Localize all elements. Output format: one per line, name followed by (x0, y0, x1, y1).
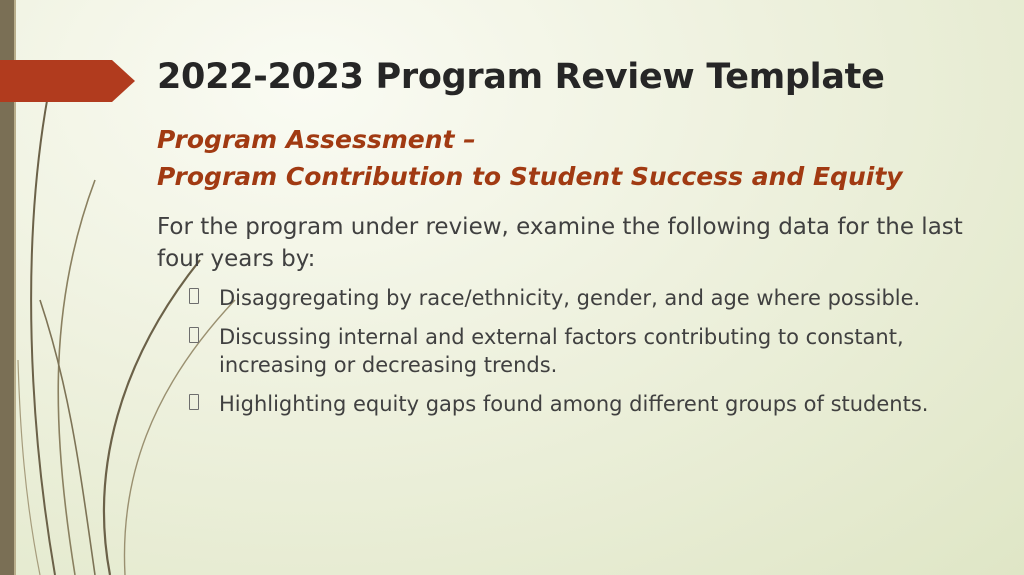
bullet-text: Discussing internal and external factors contributing to constant, increasing or decreasing trends. (219, 325, 904, 377)
bullet-item (186, 323, 986, 379)
bullet-list (186, 284, 986, 429)
subtitle-line-2: Program Contribution to Student Success and Equity (157, 162, 903, 191)
title-banner-arrow (0, 60, 135, 102)
slide-title: 2022-2023 Program Review Template (157, 57, 885, 97)
body-paragraph: For the program under review, examine the following data for the last four years by: (157, 214, 963, 272)
bullet-box-icon (189, 288, 199, 304)
bullet-item (186, 390, 986, 418)
bullet-item (186, 284, 986, 312)
bullet-text: Highlighting equity gaps found among different groups of students. (219, 392, 929, 416)
bullet-text: Disaggregating by race/ethnicity, gender, and age where possible. (219, 286, 921, 310)
bullet-box-icon (189, 394, 199, 410)
slide-subtitle (157, 121, 903, 195)
bullet-box-icon (189, 327, 199, 343)
subtitle-line-1: Program Assessment – (157, 125, 476, 154)
